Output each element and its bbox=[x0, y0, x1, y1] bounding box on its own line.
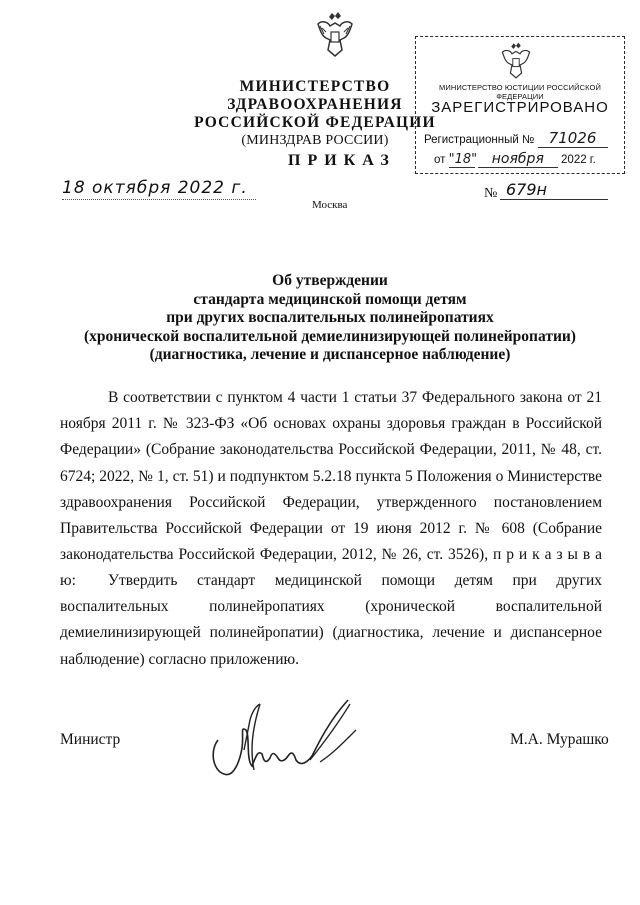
stamp-reg-number: 71026 bbox=[538, 129, 608, 148]
signer-name: М.А. Мурашко bbox=[510, 731, 609, 748]
ministry-name-line2: РОССИЙСКОЙ ФЕДЕРАЦИИ bbox=[194, 114, 436, 131]
order-number-label: № bbox=[484, 186, 498, 201]
title-line2: стандарта медицинской помощи детям bbox=[193, 290, 467, 308]
ministry-abbreviation: (МИНЗДРАВ РОССИИ) bbox=[241, 133, 389, 148]
stamp-date-prefix: от bbox=[434, 154, 446, 166]
body-paragraph-2: Утвердить стандарт медицинской помощи детям при других воспалительных полинейропатиях (хронической воспалительной демиелинизирующей полинейропатии) (диагностика, лечение и диспансерное наблюдение) согласно приложению. bbox=[60, 572, 602, 668]
coat-of-arms-icon bbox=[314, 10, 356, 60]
document-title bbox=[60, 272, 600, 365]
signer-position: Министр bbox=[60, 731, 121, 748]
title-line5: (диагностика, лечение и диспансерное наблюдение) bbox=[149, 346, 511, 363]
body-paragraph-1: В соответствии с пунктом 4 части 1 статьи 37 Федерального закона от 21 ноября 2011 г. № 323-ФЗ «Об основах охраны здоровья граждан в Российской Федерации» (Собрание законодательства Российской Федерации, 2011, № 48, ст. 6724; 2022, № 1, ст. 51) и подпунктом 5.2.18 пункта 5 Положения о Министерстве здравоохранения Российской Федерации, утвержденного постановлением Правительства Российской Федерации от 19 июня 2012 г. № 608 (Собрание законодательства Российской Федерации, 2012, № 26, ст. 3526), п р и к а з ы в а ю: bbox=[60, 389, 602, 590]
stamp-date-year: 2022 г. bbox=[561, 154, 596, 166]
stamp-reg-label: Регистрационный № bbox=[424, 134, 535, 146]
title-line4: (хронической воспалительной демиелинизирующей полинейропатии) bbox=[84, 327, 576, 345]
order-city: Москва bbox=[312, 199, 348, 211]
stamp-ministry-name: МИНИСТЕРСТВО ЮСТИЦИИ РОССИЙСКОЙ ФЕДЕРАЦИИ bbox=[439, 83, 601, 101]
stamp-emblem-icon bbox=[498, 41, 534, 81]
stamp-date-month: ноября bbox=[478, 151, 558, 168]
title-line3: при других воспалительных полинейропатиях bbox=[166, 309, 494, 326]
title-line1: Об утверждении bbox=[272, 272, 388, 289]
stamp-registered-label: ЗАРЕГИСТРИРОВАНО bbox=[431, 99, 609, 116]
ministry-name-line1: МИНИСТЕРСТВО ЗДРАВООХРАНЕНИЯ bbox=[227, 78, 403, 113]
stamp-date-row bbox=[434, 151, 596, 168]
order-date: 18 октября 2022 г. bbox=[62, 178, 256, 200]
document-type: ПРИКАЗ bbox=[288, 152, 396, 169]
order-number: 679н bbox=[500, 180, 608, 200]
stamp-reg-number-row bbox=[424, 129, 608, 148]
stamp-date-day: "18" bbox=[448, 152, 478, 167]
handwritten-signature bbox=[200, 690, 360, 790]
registration-stamp bbox=[415, 36, 625, 174]
